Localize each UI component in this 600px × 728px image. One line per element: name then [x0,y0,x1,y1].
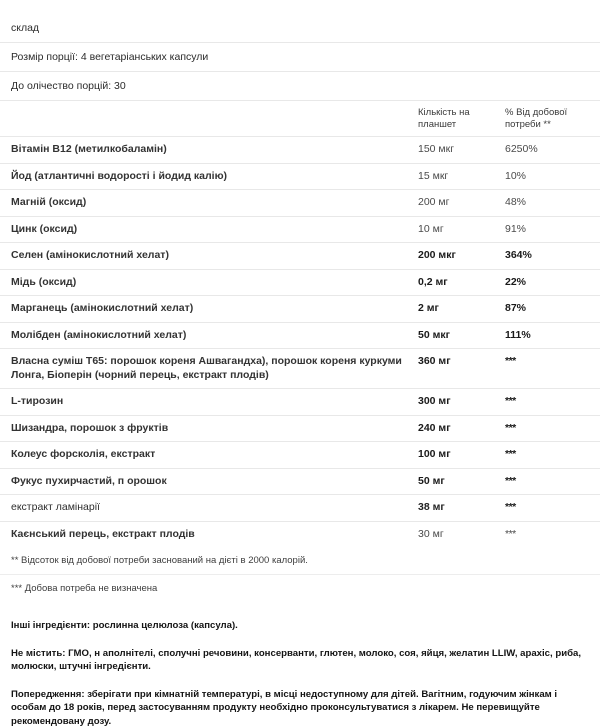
ingredient-name: Власна суміш T65: порошок кореня Ашвагандха), порошок кореня куркуми Лонга, Біоперін (чорний перець, екстракт плодів) [11,355,418,382]
ingredient-amount: 100 мг [418,448,505,462]
ingredient-name: Йод (атлантичні водорості і йодид калію) [11,170,418,184]
table-row [0,389,600,416]
column-header-amount: Кількість на планшет [418,107,505,131]
ingredient-daily-value: *** [505,501,590,515]
ingredient-amount: 240 мг [418,422,505,436]
table-row [0,270,600,297]
footnote-triple-star: *** Добова потреба не визначена [0,575,600,602]
ingredient-amount: 38 мг [418,501,505,515]
servings-per-container-row: До олічество порцій: 30 [0,72,600,101]
ingredient-name: Колеус форсколія, екстракт [11,448,418,462]
table-row [0,217,600,244]
table-row [0,243,600,270]
ingredient-name: екстракт ламінарії [11,501,418,515]
warning-text: Попередження: зберігати при кімнатній температурі, в місці недоступному для дітей. Вагітним, годуючим жінкам і особам до 18 років, перед застосуванням продукту необхідно проконсультуватися з лікарем. Не перевищуйте рекомендовану дозу. [0,688,600,728]
table-header-row [0,101,600,137]
table-row [0,137,600,164]
ingredient-daily-value: 364% [505,249,590,263]
ingredient-amount: 0,2 мг [418,276,505,290]
ingredient-amount: 30 мг [418,528,505,542]
ingredient-daily-value: 48% [505,196,590,210]
table-row [0,164,600,191]
ingredient-amount: 2 мг [418,302,505,316]
serving-size-row: Розмір порції: 4 вегетаріанських капсули [0,43,600,72]
ingredient-amount: 50 мг [418,475,505,489]
ingredient-daily-value: 22% [505,276,590,290]
table-row [0,442,600,469]
column-header-daily-value: % Від добової потреби ** [505,107,590,131]
ingredient-amount: 10 мг [418,223,505,237]
ingredient-daily-value: *** [505,448,590,462]
footnote-double-star: ** Відсоток від добової потреби заснований на дієті в 2000 калорій. [0,547,600,575]
ingredient-daily-value: 91% [505,223,590,237]
ingredient-daily-value: 10% [505,170,590,184]
ingredient-name: Вітамін B12 (метилкобаламін) [11,143,418,157]
table-row [0,522,600,548]
table-row [0,323,600,350]
ingredient-name: Шизандра, порошок з фруктів [11,422,418,436]
supplement-facts-rows [0,137,600,547]
ingredient-amount: 50 мкг [418,329,505,343]
ingredient-amount: 200 мг [418,196,505,210]
table-row [0,349,600,389]
ingredient-amount: 200 мкг [418,249,505,263]
table-row [0,469,600,496]
panel-title: склад [0,14,600,43]
table-row [0,190,600,217]
other-ingredients-text: Інші інгредієнти: рослинна целюлоза (капсула). [0,619,600,633]
ingredient-name: Молібден (амінокислотний хелат) [11,329,418,343]
ingredient-name: Мідь (оксид) [11,276,418,290]
table-row [0,296,600,323]
ingredient-name: Цинк (оксид) [11,223,418,237]
ingredient-daily-value: *** [505,395,590,409]
table-row [0,495,600,522]
ingredient-amount: 150 мкг [418,143,505,157]
ingredient-name: Селен (амінокислотний хелат) [11,249,418,263]
ingredient-daily-value: 111% [505,329,590,343]
ingredient-name: Каєнський перець, екстракт плодів [11,528,418,542]
ingredient-daily-value: 6250% [505,143,590,157]
ingredient-name: L-тирозин [11,395,418,409]
ingredient-daily-value: *** [505,422,590,436]
ingredient-amount: 360 мг [418,355,505,369]
ingredient-daily-value: *** [505,475,590,489]
ingredient-daily-value: 87% [505,302,590,316]
ingredient-daily-value: *** [505,355,590,369]
ingredient-amount: 300 мг [418,395,505,409]
ingredient-name: Марганець (амінокислотний хелат) [11,302,418,316]
ingredient-amount: 15 мкг [418,170,505,184]
table-row [0,416,600,443]
free-from-text: Не містить: ГМО, н аполнітелі, сполучні речовини, консерванти, глютен, молоко, соя, яйця, желатин LLIW, арахіс, риба, молюски, штучні інгредієнти. [0,647,600,674]
ingredient-name: Фукус пухирчастий, п орошок [11,475,418,489]
top-spacer [0,0,600,14]
ingredient-daily-value: *** [505,528,590,542]
ingredient-name: Магній (оксид) [11,196,418,210]
